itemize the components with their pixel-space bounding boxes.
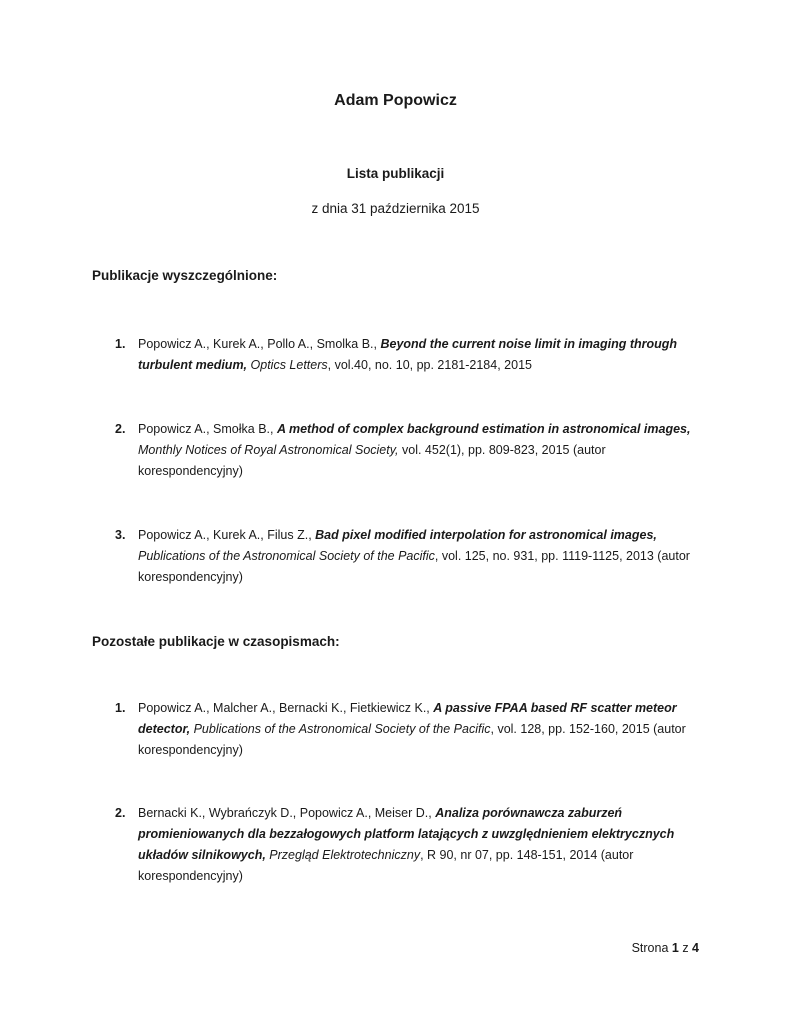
entry-details: , vol. 128, pp. 152-160, 2015 (autor korespondencyjny) — [138, 722, 686, 757]
publication-entry — [115, 803, 700, 887]
entry-journal: Publications of the Astronomical Society of the Pacific — [193, 722, 491, 736]
entry-journal: Monthly Notices of Royal Astronomical Society, — [138, 443, 399, 457]
entry-number: 2. — [115, 422, 126, 436]
entry-authors: Popowicz A., Malcher A., Bernacki K., Fietkiewicz K., — [138, 701, 434, 715]
publication-entry — [115, 698, 700, 761]
entry-title: A passive FPAA based RF scatter meteor detector, — [138, 701, 677, 736]
entry-journal: Optics Letters — [250, 358, 328, 372]
section-title-other: Pozostałe publikacje w czasopismach: — [92, 634, 340, 649]
entry-title: Bad pixel modified interpolation for astronomical images, — [315, 528, 657, 542]
entry-title: Beyond the current noise limit in imaging through turbulent medium, — [138, 337, 678, 372]
page-separator: z — [678, 941, 693, 955]
entry-title: Analiza porównawcza zaburzeń promieniowanych dla bezzałogowych platform latających z uwzględnieniem elektrycznych układów silnikowych, — [138, 806, 675, 862]
author-name: Adam Popowicz — [334, 92, 457, 109]
entry-authors: Popowicz A., Kurek A., Pollo A., Smolka B., — [138, 337, 381, 351]
entry-journal: Przegląd Elektrotechniczny — [269, 848, 421, 862]
page-prefix: Strona — [631, 941, 672, 955]
entry-authors: Bernacki K., Wybrańczyk D., Popowicz A., Meiser D., — [138, 806, 436, 820]
entry-journal: Publications of the Astronomical Society of the Pacific — [138, 549, 435, 563]
section-title-featured: Publikacje wyszczególnione: — [92, 268, 278, 283]
publication-entry — [115, 525, 700, 588]
list-title: Lista publikacji — [346, 166, 445, 181]
entry-number: 1. — [115, 701, 126, 715]
entry-title: A method of complex background estimation in astronomical images, — [276, 422, 691, 436]
entry-number: 1. — [115, 337, 126, 351]
entry-authors: Popowicz A., Smołka B., — [138, 422, 277, 436]
publication-entry — [115, 334, 700, 376]
list-date: z dnia 31 października 2015 — [311, 201, 480, 216]
entry-details: , vol. 125, no. 931, pp. 1119-1125, 2013 (autor korespondencyjny) — [138, 549, 690, 584]
entry-authors: Popowicz A., Kurek A., Filus Z., — [138, 528, 316, 542]
entry-details: vol. 452(1), pp. 809-823, 2015 (autor korespondencyjny) — [138, 443, 606, 478]
page-current: 1 — [671, 941, 679, 955]
entry-number: 3. — [115, 528, 126, 542]
publication-entry — [115, 419, 700, 482]
page-number — [632, 941, 699, 955]
entry-number: 2. — [115, 806, 126, 820]
page-total: 4 — [692, 941, 699, 955]
entry-details: , vol.40, no. 10, pp. 2181-2184, 2015 — [327, 358, 532, 372]
entry-details: , R 90, nr 07, pp. 148-151, 2014 (autor korespondencyjny) — [138, 848, 634, 883]
